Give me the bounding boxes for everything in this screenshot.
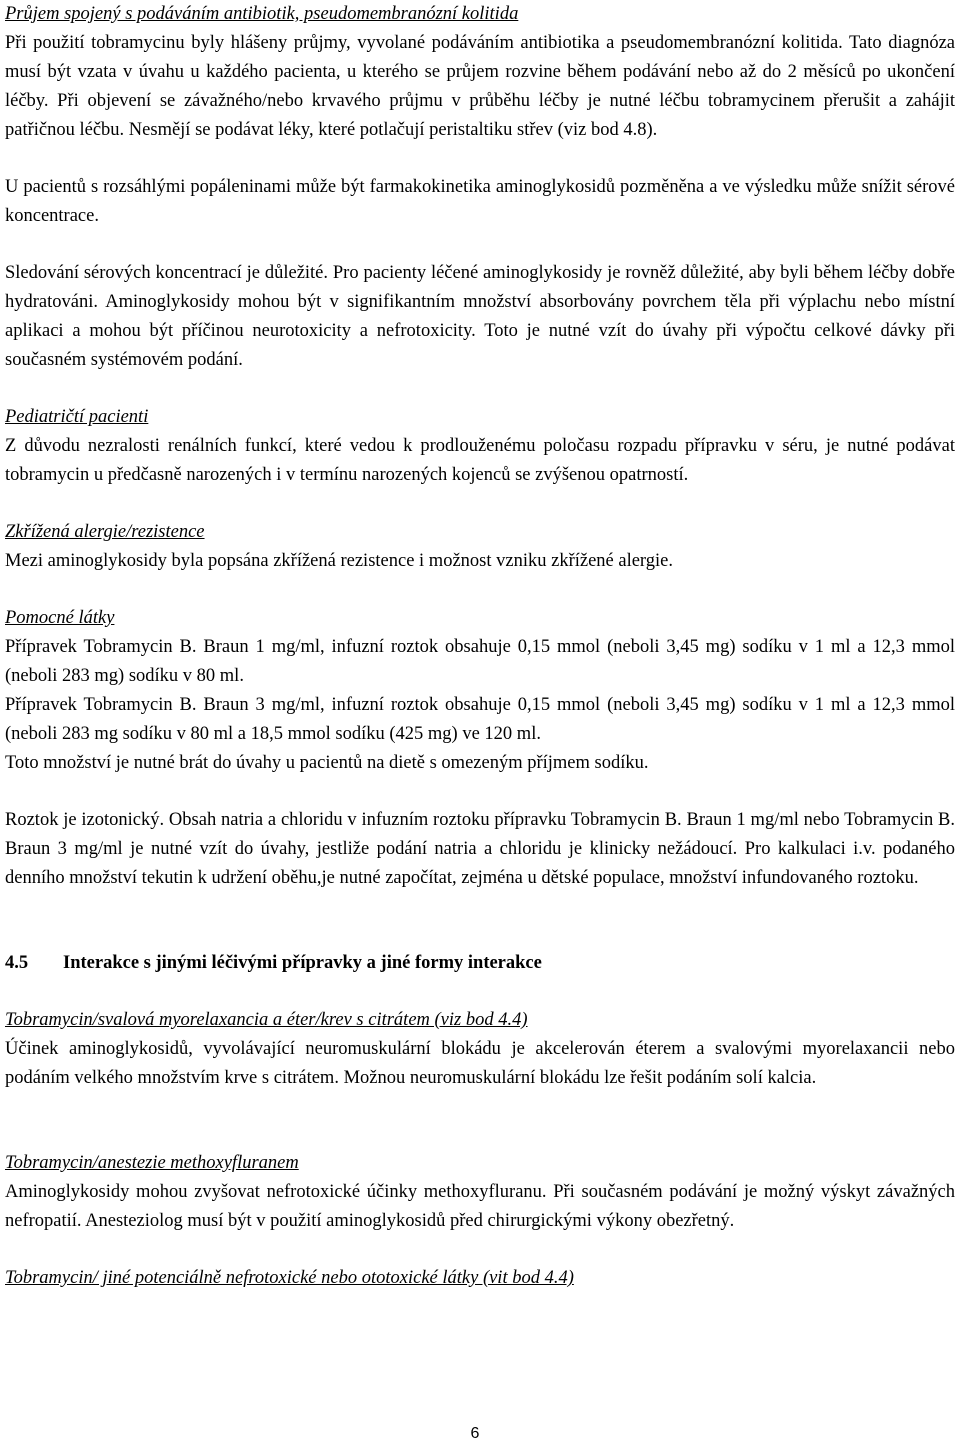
paragraph-cross-allergy: Mezi aminoglykosidy byla popsána zkřížená rezistence i možnost vzniku zkřížené alergie.: [5, 551, 673, 571]
section-number: 4.5: [5, 953, 29, 973]
paragraph-excipient-3mg: Přípravek Tobramycin B. Braun 3 mg/ml, infuzní roztok obsahuje 0,15 mmol (neboli 3,45 mg) sodíku v 1 ml a 12,3 mmol (neboli 283 mg sodíku v 80 ml a 18,5 mmol sodíku (425 mg) ve 120 ml.: [5, 695, 955, 744]
section-title: Interakce s jinými léčivými přípravky a jiné formy interakce: [63, 953, 542, 973]
paragraph-serum-monitoring: Sledování sérových koncentrací je důležité. Pro pacienty léčené aminoglykosidy je rovněž důležité, aby byli během léčby dobře hydratováni. Aminoglykosidy mohou být v signifikantním množství absorbovány povrchem těla při výplachu nebo místní aplikaci a mohou být příčinou neurotoxicity a nefrotoxicity. Toto je nutné vzít do úvahy při výpočtu celkové dávky při současném systémovém podání.: [5, 263, 955, 370]
section-heading-4-5: [5, 949, 955, 978]
heading-excipients: Pomocné látky: [5, 608, 115, 628]
paragraph-muscle-relaxants: Účinek aminoglykosidů, vyvolávající neuromuskulární blokádu je akcelerován éterem a svalovými myorelaxancii nebo podáním velkého množstvím krve s citrátem. Možnou neuromuskulární blokádu lze řešit podáním solí kalcia.: [5, 1039, 955, 1088]
page-number: 6: [470, 1425, 480, 1442]
heading-nephrotoxic: Tobramycin/ jiné potenciálně nefrotoxické nebo ototoxické látky (vit bod 4.4): [5, 1268, 574, 1288]
paragraph-antibiotic-diarrhea: Při použití tobramycinu byly hlášeny průjmy, vyvolané podáváním antibiotika a pseudomembranózní kolitida. Tato diagnóza musí být vzata v úvahu u každého pacienta, u kterého se průjem rozvine během podávání nebo až do 2 měsíců po ukončení léčby. Při objevení se závažného/nebo krvavého průjmu v průběhu léčby je nutné léčbu tobramycinem přerušit a zahájit patřičnou léčbu. Nesmějí se podávat léky, které potlačují peristaltiku střev (viz bod 4.8).: [5, 33, 955, 140]
heading-muscle-relaxants: Tobramycin/svalová myorelaxancia a éter/krev s citrátem (viz bod 4.4): [5, 1010, 528, 1030]
heading-antibiotic-diarrhea: Průjem spojený s podáváním antibiotik, pseudomembranózní kolitida: [5, 4, 519, 24]
paragraph-isotonic: Roztok je izotonický. Obsah natria a chloridu v infuzním roztoku přípravku Tobramycin B. Braun 1 mg/ml nebo Tobramycin B. Braun 3 mg/ml je nutné vzít do úvahy, jestliže podání natria a chloridu je klinicky nežádoucí. Pro kalkulaci i.v. podaného denního množství tekutin k udržení oběhu,je nutné započítat, zejména u dětské populace, množství infundovaného roztoku.: [5, 810, 955, 888]
document-page: [5, 0, 955, 1293]
paragraph-sodium-diet: Toto množství je nutné brát do úvahy u pacientů na dietě s omezeným příjmem sodíku.: [5, 753, 649, 773]
paragraph-burns: U pacientů s rozsáhlými popáleninami může být farmakokinetika aminoglykosidů pozměněna a ve výsledku může snížit sérové koncentrace.: [5, 177, 955, 226]
heading-methoxyflurane: Tobramycin/anestezie methoxyfluranem: [5, 1153, 299, 1173]
paragraph-pediatric: Z důvodu nezralosti renálních funkcí, které vedou k prodlouženému poločasu rozpadu přípravku v séru, je nutné podávat tobramycin u předčasně narozených i v termínu narozených kojenců se zvýšenou opatrností.: [5, 436, 955, 485]
paragraph-methoxyflurane: Aminoglykosidy mohou zvyšovat nefrotoxické účinky methoxyfluranu. Při současném podávání je možný výskyt závažných nefropatií. Anesteziolog musí být v použití aminoglykosidů před chirurgickými výkony obezřetný.: [5, 1182, 955, 1231]
paragraph-excipient-1mg: Přípravek Tobramycin B. Braun 1 mg/ml, infuzní roztok obsahuje 0,15 mmol (neboli 3,45 mg) sodíku v 1 ml a 12,3 mmol (neboli 283 mg) sodíku v 80 ml.: [5, 637, 955, 686]
heading-pediatric: Pediatričtí pacienti: [5, 407, 149, 427]
heading-cross-allergy: Zkřížená alergie/rezistence: [5, 522, 205, 542]
